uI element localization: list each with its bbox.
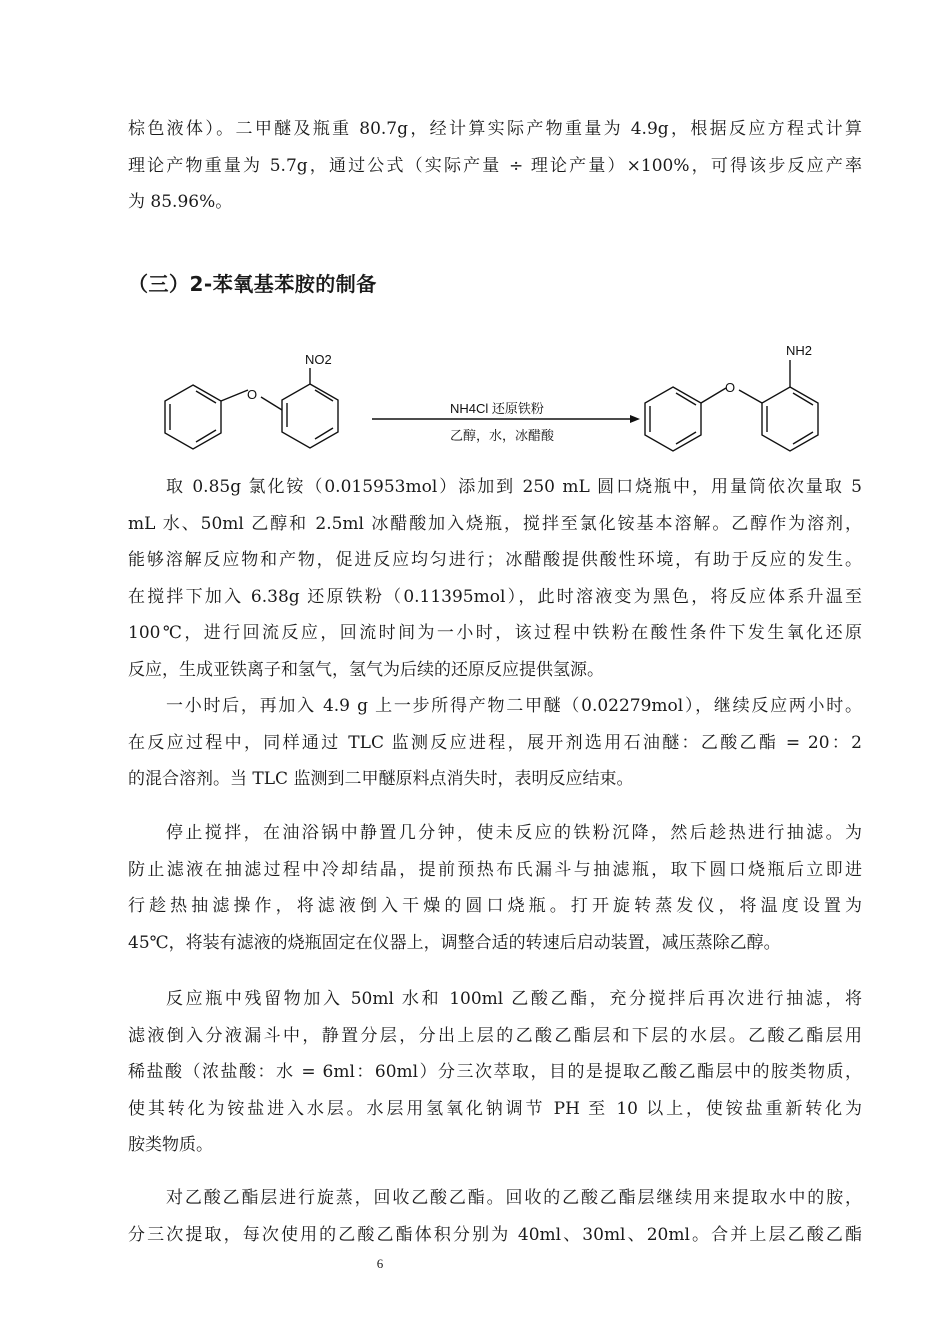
text-line: 棕色液体）。二甲醚及瓶重 80.7g，经计算实际产物重量为 4.9g，根据反应方程式计算: [128, 119, 862, 139]
nitro-group-label: NO2: [305, 352, 332, 367]
text-line: 在反应过程中，同样通过 TLC 监测反应进程，展开剂选用石油醚：乙酸乙酯 = 20：2: [128, 732, 862, 753]
ether-bond-right: [261, 397, 282, 410]
text-line: 使其转化为铵盐进入水层。水层用氢氧化钠调节 PH 至 10 以上，使铵盐重新转化为: [128, 1098, 862, 1119]
text-line: 反应，生成亚铁离子和氢气，氢气为后续的还原反应提供氢源。: [128, 659, 604, 680]
text-line: 稀盐酸（浓盐酸：水 = 6ml：60ml）分三次萃取，目的是提取乙酸乙酯层中的胺类物质，: [128, 1062, 862, 1082]
text-line: 防止滤液在抽滤过程中冷却结晶，提前预热布氏漏斗与抽滤瓶，取下圆口烧瓶后立即进: [128, 859, 862, 880]
product-phenyl-ring: [645, 387, 701, 451]
text-line: 能够溶解反应物和产物，促进反应均匀进行；冰醋酸提供酸性环境，有助于反应的发生。: [128, 550, 862, 570]
product-ether-bond-left: [701, 388, 726, 403]
paragraph-extraction: [128, 981, 862, 1164]
text-line: 对乙酸乙酯层进行旋蒸，回收乙酸乙酯。回收的乙酸乙酯层继续用来提取水中的胺，: [166, 1188, 862, 1208]
reactant-nitro-ring: [282, 384, 338, 448]
paragraph-procedure: [128, 469, 862, 688]
paragraph-filtration: [128, 815, 862, 961]
text-line: 100℃，进行回流反应，回流时间为一小时，该过程中铁粉在酸性条件下发生氧化还原: [128, 623, 862, 643]
text-line: 理论产物重量为 5.7g，通过公式（实际产量 ÷ 理论产量）×100%，可得该步反应产率: [128, 155, 862, 176]
reagents-above-label: NH4Cl 还原铁粉: [450, 401, 544, 416]
text-line: 的混合溶剂。当 TLC 监测到二甲醚原料点消失时，表明反应结束。: [128, 769, 634, 789]
reactant-phenyl-ring: [165, 385, 221, 449]
product-ether-bond-right: [739, 390, 762, 403]
product-oxygen-label: O: [725, 380, 736, 395]
paragraph-recovery: [128, 1180, 862, 1253]
text-line: 分三次提取，每次使用的乙酸乙酯体积分别为 40ml、30ml、20ml。合并上层乙酸乙酯: [128, 1224, 862, 1245]
text-line: 胺类物质。: [128, 1135, 213, 1155]
section-heading: （三）2-苯氧基苯胺的制备: [128, 272, 377, 296]
product-amine-ring: [762, 387, 818, 451]
amine-group-label: NH2: [786, 343, 813, 358]
arrow-head: [630, 415, 640, 423]
text-line: 在搅拌下加入 6.38g 还原铁粉（0.11395mol），此时溶液变为黑色，将反应体系升温至: [128, 586, 862, 607]
text-line: 一小时后，再加入 4.9 g 上一步所得产物二甲醚（0.02279mol），继续反应两小时。: [166, 696, 862, 716]
text-line: 为 85.96%。: [128, 192, 233, 212]
ether-bond-left: [221, 390, 248, 401]
reactant-oxygen-label: O: [247, 387, 258, 402]
text-line: mL 水、50ml 乙醇和 2.5ml 冰醋酸加入烧瓶，搅拌至氯化铵基本溶解。乙醇作为溶剂，: [128, 513, 862, 534]
text-line: 行趁热抽滤操作，将滤液倒入干燥的圆口烧瓶。打开旋转蒸发仪，将温度设置为: [128, 896, 862, 916]
text-line: 取 0.85g 氯化铵（0.015953mol）添加到 250 mL 圆口烧瓶中，用量筒依次量取 5: [166, 477, 862, 497]
intro-paragraph: [128, 111, 862, 221]
paragraph-tlc: [128, 688, 862, 798]
text-line: 滤液倒入分液漏斗中，静置分层，分出上层的乙酸乙酯层和下层的水层。乙酸乙酯层用: [128, 1025, 862, 1046]
reaction-scheme: [160, 338, 840, 456]
text-line: 停止搅拌，在油浴锅中静置几分钟，使未反应的铁粉沉降，然后趁热进行抽滤。为: [166, 823, 862, 843]
page-number: 6: [376, 1256, 384, 1271]
reagents-below-label: 乙醇，水，冰醋酸: [450, 428, 555, 443]
text-line: 45℃，将装有滤液的烧瓶固定在仪器上，调整合适的转速后启动装置，减压蒸除乙醇。: [128, 932, 781, 953]
text-line: 反应瓶中残留物加入 50ml 水和 100ml 乙酸乙酯，充分搅拌后再次进行抽滤，将: [166, 989, 862, 1009]
